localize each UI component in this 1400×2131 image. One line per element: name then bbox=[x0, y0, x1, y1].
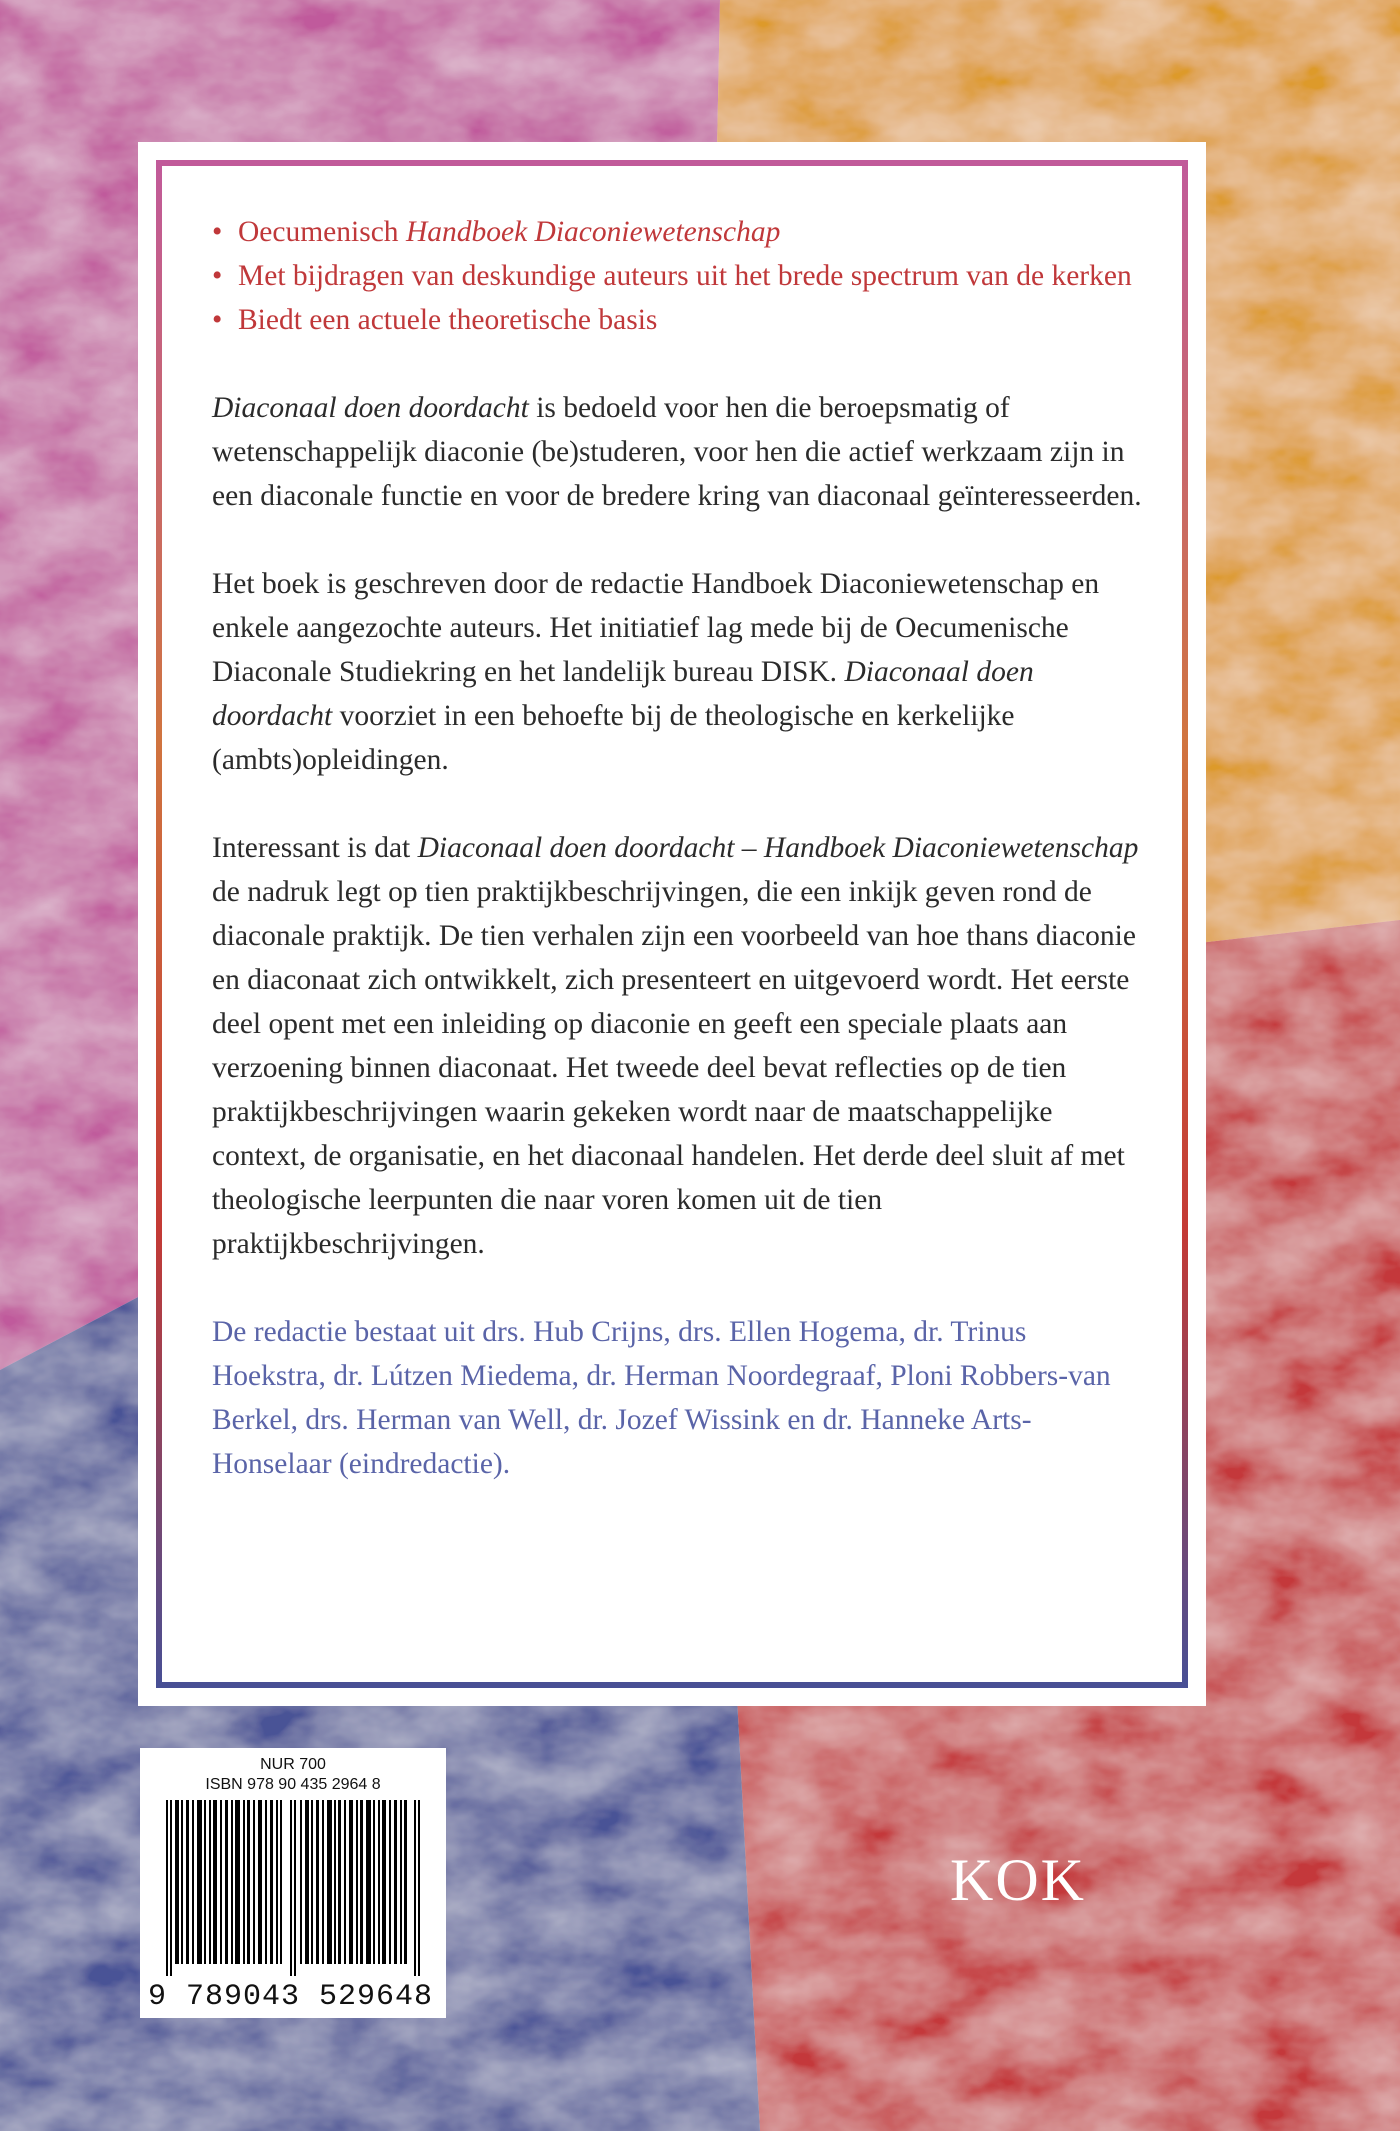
publisher-logo: KOK bbox=[950, 1847, 1086, 1913]
description-paragraph-3: Interessant is dat Diaconaal doen doordacht – Handboek Diaconiewetenschap de nadruk legt op tien praktijkbeschrijvingen, die een inkijk geven rond de diaconale praktijk. De tien verhalen zijn een voorbeeld van hoe thans diaconie en diaconaat zich ontwikkelt, zich presenteert en uitgevoerd wordt. Het eerste deel opent met een inleiding op diaconie en geeft een speciale plaats aan verzoening binnen diaconaat. Het tweede deel bevat reflecties op de tien praktijkbeschrijvingen waarin gekeken wordt naar de maatschappelijke context, de organisatie, en het diaconaal handelen. Het derde deel sluit af met theologische leerpunten die naar voren komen uit de tien praktijkbeschrijvingen. bbox=[212, 832, 1139, 1260]
ean-digits: 9 789043 529648 bbox=[148, 1980, 434, 2014]
description-paragraph-1: Diaconaal doen doordacht is bedoeld voor hen die beroepsmatig of wetenschappelijk diaconie (be)studeren, voor hen die actief werkzaam zijn in een diaconale functie en voor de bredere kring van diaconaal geïnteresseerden. bbox=[212, 392, 1142, 512]
feature-item: • Biedt een actuele theoretische basis bbox=[212, 298, 1142, 342]
isbn-number: ISBN 978 90 435 2964 8 bbox=[205, 1776, 381, 1793]
description-paragraph-2: Het boek is geschreven door de redactie Handboek Diaconiewetenschap en enkele aangezochte auteurs. Het initiatief lag mede bij de Oecumenische Diaconale Studiekring en het landelijk bureau DISK. Diaconaal doen doordacht voorziet in een behoefte bij de theologische en kerkelijke (ambts)opleidingen. bbox=[212, 568, 1100, 776]
barcode-label bbox=[140, 1748, 446, 2018]
back-cover-text bbox=[212, 210, 1142, 1530]
barcode-icon bbox=[166, 1800, 422, 1976]
feature-item: • Oecumenisch Handboek Diaconiewetenschap bbox=[212, 210, 1142, 254]
editors-credits: De redactie bestaat uit drs. Hub Crijns, drs. Ellen Hogema, dr. Trinus Hoekstra, dr. Lútzen Miedema, dr. Herman Noordegraaf, Ploni Robbers-van Berkel, drs. Herman van Well, dr. Jozef Wissink en dr. Hanneke Arts-Honselaar (eindredactie). bbox=[212, 1316, 1111, 1480]
feature-list bbox=[212, 210, 1142, 342]
feature-item: • Met bijdragen van deskundige auteurs uit het brede spectrum van de kerken bbox=[212, 254, 1142, 298]
nur-code: NUR 700 bbox=[260, 1756, 326, 1773]
